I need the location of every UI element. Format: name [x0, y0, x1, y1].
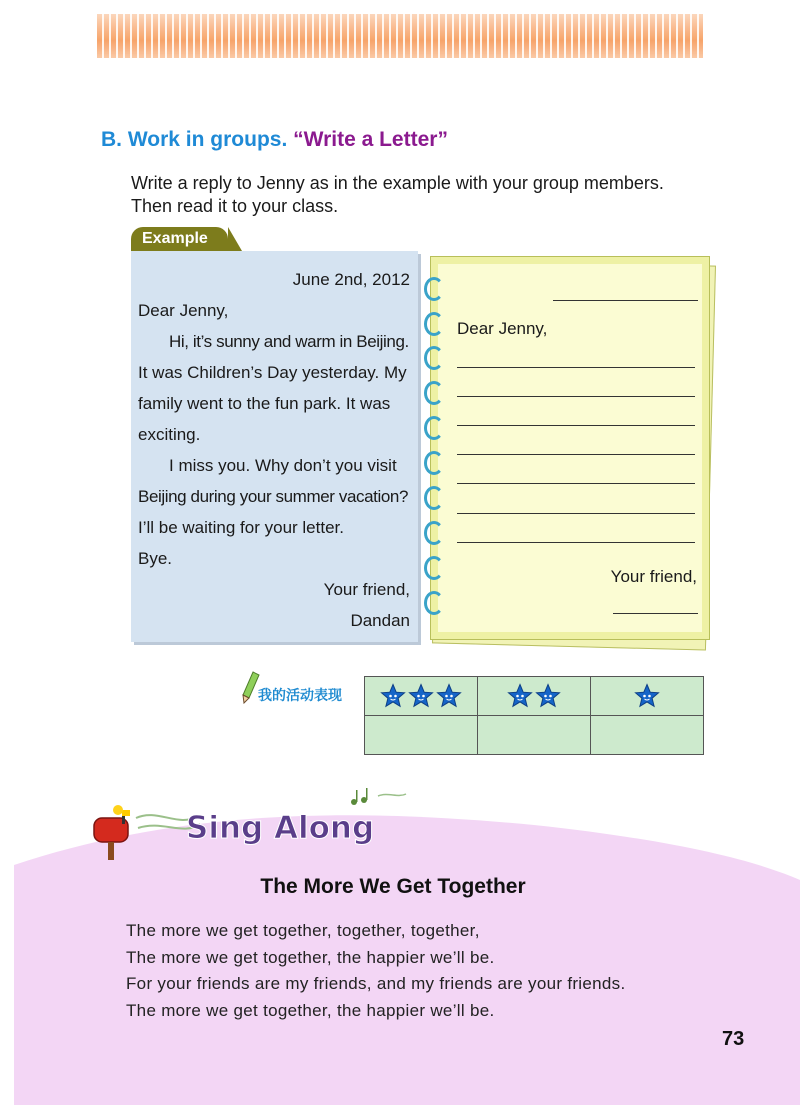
- song-title: The More We Get Together: [260, 875, 526, 898]
- ring-icon: [424, 451, 444, 475]
- rating-table: [364, 676, 704, 755]
- letter-line: family went to the fun park. It was: [138, 394, 391, 413]
- star-group: [633, 687, 661, 704]
- notebook-greeting: Dear Jenny,: [457, 319, 548, 338]
- star-icon: [634, 683, 660, 709]
- ring-icon: [424, 277, 444, 301]
- rating-check-box[interactable]: [478, 716, 591, 755]
- instructions: [131, 172, 664, 218]
- letter-line: exciting.: [138, 425, 201, 444]
- star-group: [379, 687, 463, 704]
- lyric-line: For your friends are my friends, and my friends are your friends.: [126, 974, 626, 993]
- lyric-line: The more we get together, together, together,: [126, 921, 480, 940]
- writing-line: [457, 367, 695, 368]
- rating-cell-two-stars: [478, 677, 591, 716]
- instruction-line: Write a reply to Jenny as in the example with your group members.: [131, 173, 664, 193]
- lyric-line: The more we get together, the happier we’ll be.: [126, 1000, 495, 1020]
- star-icon: [507, 683, 533, 709]
- rating-label: 我的活动表现: [258, 687, 342, 703]
- letter-line: Hi, it’s sunny and warm in Beijing.: [169, 332, 409, 351]
- ring-icon: [424, 416, 444, 440]
- writing-line: [457, 454, 695, 455]
- activity-title: “Write a Letter”: [293, 128, 448, 151]
- rating-check-box[interactable]: [365, 716, 478, 755]
- rating-check-box[interactable]: [591, 716, 704, 755]
- star-icon: [380, 683, 406, 709]
- notebook-closing: Your friend,: [610, 567, 697, 586]
- letter-greeting: Dear Jenny,: [138, 301, 229, 320]
- signature-blank-line: [613, 613, 698, 614]
- letter-line: I miss you. Why don’t you visit: [169, 456, 397, 475]
- song-lyrics: [126, 918, 625, 1024]
- letter-line: Beijing during your summer vacation?: [138, 487, 409, 506]
- ring-icon: [424, 346, 444, 370]
- logo-text: Sing Along: [186, 810, 375, 846]
- letter-closing: Your friend,: [323, 580, 410, 599]
- ring-icon: [424, 556, 444, 580]
- star-icon: [408, 683, 434, 709]
- ring-icon: [424, 312, 444, 336]
- letter-line: Bye.: [138, 549, 173, 568]
- sing-along-logo: [88, 788, 418, 866]
- rating-cell-one-star: [591, 677, 704, 716]
- ring-icon: [424, 521, 444, 545]
- letter-signature: Dandan: [350, 611, 410, 630]
- lyric-line: The more we get together, the happier we’ll be.: [126, 947, 495, 967]
- ring-icon: [424, 486, 444, 510]
- writing-line: [457, 513, 695, 514]
- writing-line: [457, 425, 695, 426]
- rating-cell-three-stars: [365, 677, 478, 716]
- instruction-line: Then read it to your class.: [131, 196, 339, 216]
- mailbox-icon: [94, 805, 130, 860]
- example-tab: Example: [131, 227, 228, 251]
- ring-icon: [424, 591, 444, 615]
- writing-line: [457, 542, 695, 543]
- writing-line: [457, 483, 695, 484]
- section-heading: [101, 128, 448, 152]
- writing-line: [457, 396, 695, 397]
- letter-line: It was Children’s Day yesterday. My: [138, 363, 407, 382]
- star-icon: [436, 683, 462, 709]
- music-note-icon: [351, 788, 368, 805]
- star-group: [506, 687, 562, 704]
- reply-notebook: [430, 256, 710, 640]
- section-label: B. Work in groups.: [101, 128, 288, 151]
- date-blank-line: [553, 300, 698, 301]
- star-icon: [535, 683, 561, 709]
- letter-date: June 2nd, 2012: [292, 270, 410, 289]
- page-number: 73: [722, 1028, 745, 1050]
- example-letter: [131, 251, 418, 642]
- letter-line: I’ll be waiting for your letter.: [138, 518, 344, 537]
- top-stripe-band: [97, 14, 703, 58]
- ring-icon: [424, 381, 444, 405]
